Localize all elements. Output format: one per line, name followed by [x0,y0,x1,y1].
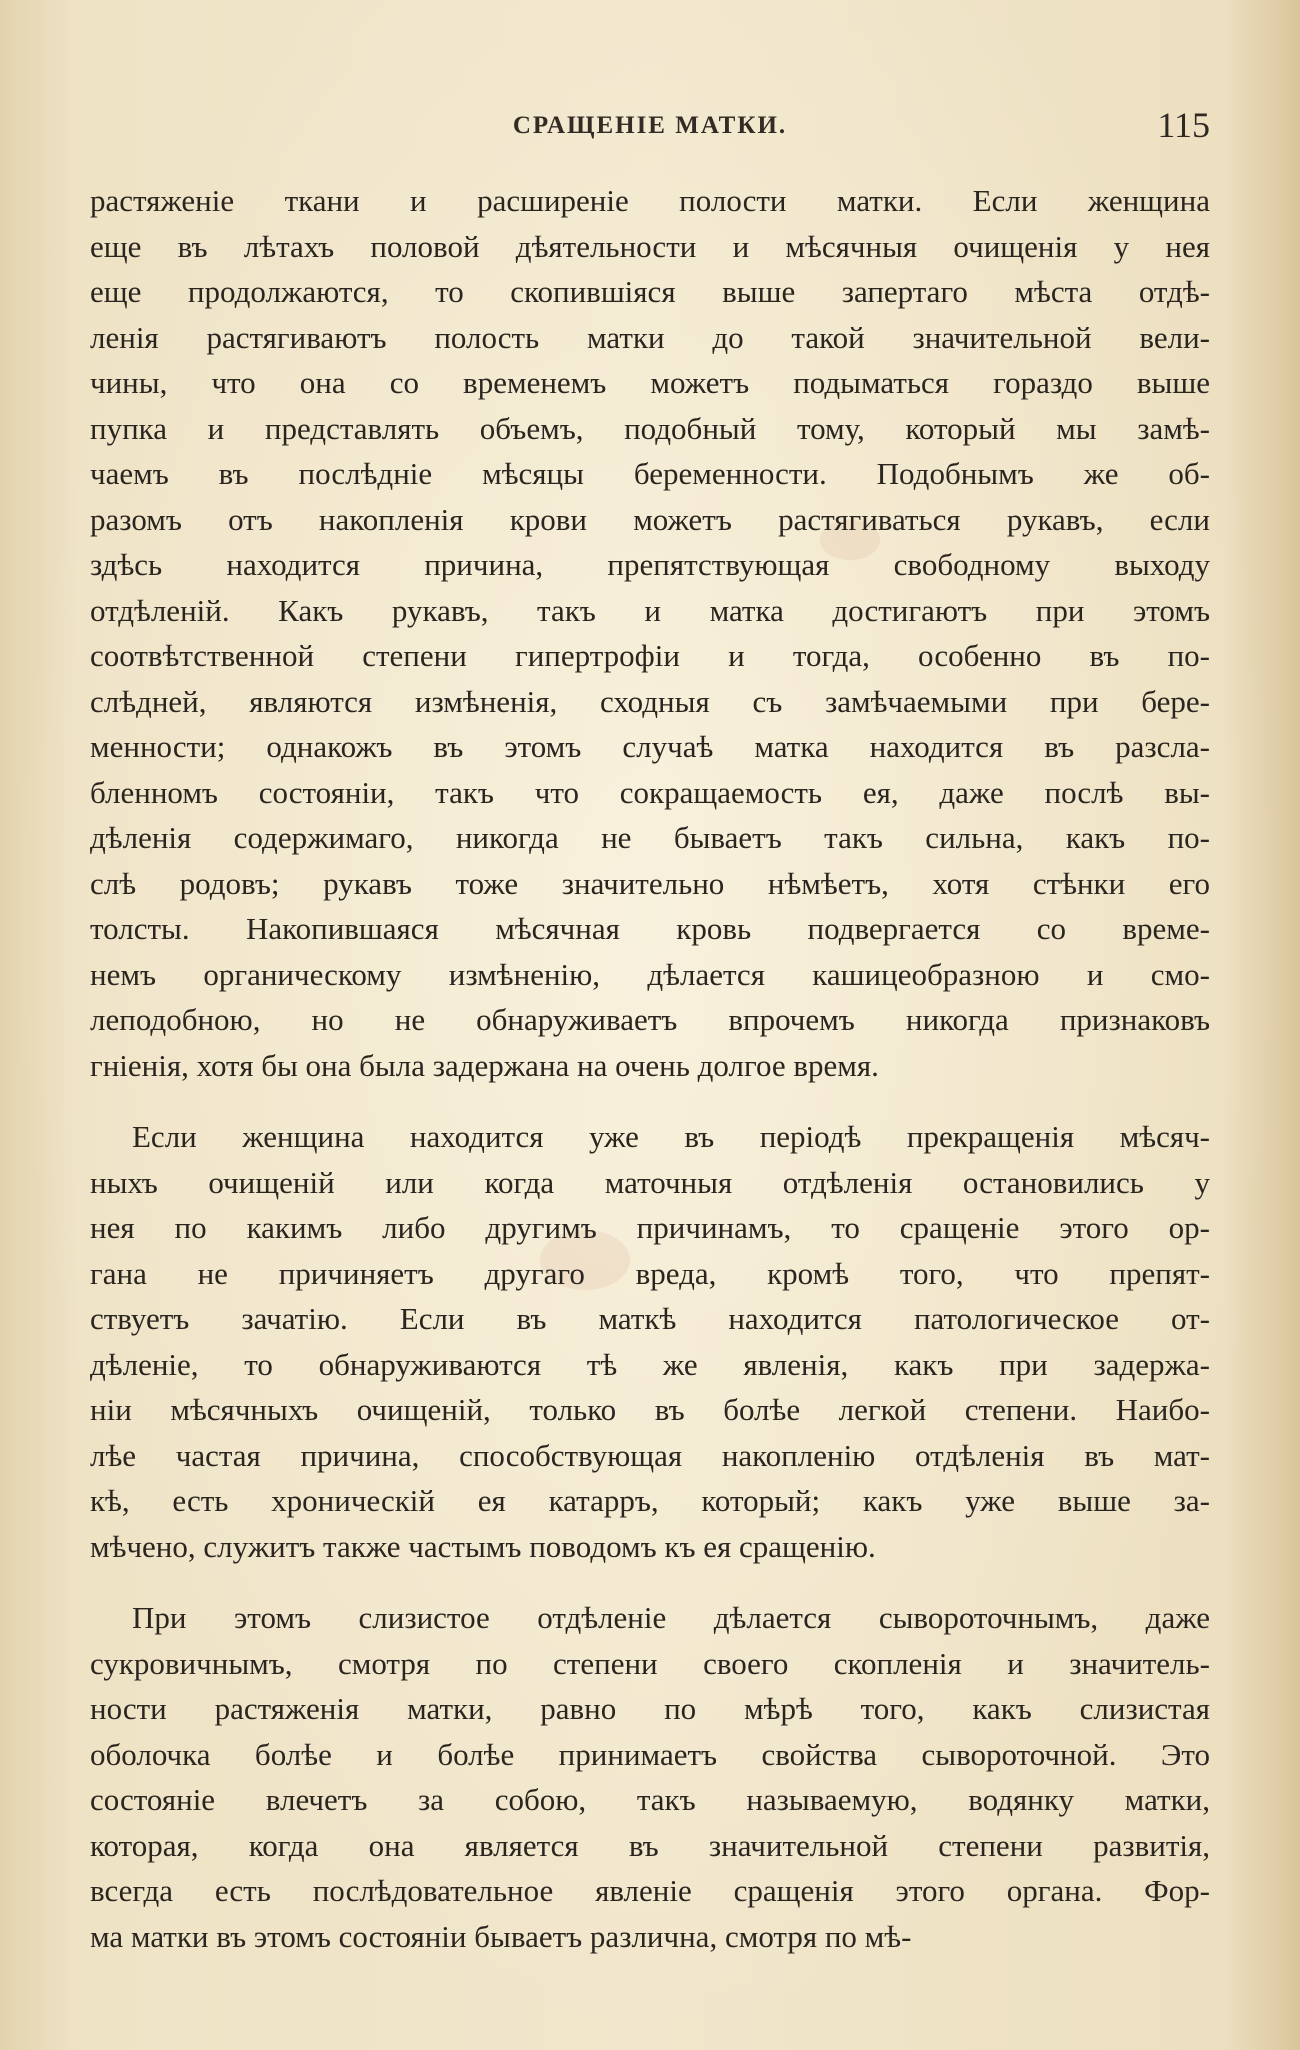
text-line: состояніе влечетъ за собою, такъ называемую, водянку матки, [90,1782,1210,1817]
text-line: ности растяженія матки, равно по мѣрѣ того, какъ слизистая [90,1691,1210,1726]
text-line: отдѣленій. Какъ рукавъ, такъ и матка достигаютъ при этомъ [90,592,1210,628]
text-line: чаемъ въ послѣдніе мѣсяцы беременности. Подобнымъ же об- [90,456,1210,491]
text-line: растяженіе ткани и расширеніе полости матки. Если женщина [90,183,1210,218]
text-line: пупка и представлять объемъ, подобный тому, который мы замѣ- [90,410,1210,446]
paragraph [90,178,1210,1088]
text-line: леподобною, но не обнаруживаетъ впрочемъ никогда признаковъ [90,1002,1210,1037]
text-line: слѣдней, являются измѣненія, сходныя съ замѣчаемыми при бере- [90,683,1210,719]
text-line: При этомъ слизистое отдѣленіе дѣлается сывороточнымъ, даже [132,1600,1210,1635]
body-text [90,178,1210,1959]
text-line: кѣ, есть хроническій ея катарръ, который; какъ уже выше за- [90,1483,1210,1518]
text-line: Если женщина находится уже въ періодѣ прекращенія мѣсяч- [132,1119,1210,1154]
text-line: слѣ родовъ; рукавъ тоже значительно нѣмѣетъ, хотя стѣнки его [90,865,1210,901]
paragraph [90,1595,1210,1959]
text-line: которая, когда она является въ значительной степени развитія, [90,1827,1210,1863]
text-line: еще въ лѣтахъ половой дѣятельности и мѣсячныя очищенія у нея [90,228,1210,264]
text-line: оболочка болѣе и болѣе принимаетъ свойства сывороточной. Это [90,1736,1210,1772]
text-line: ныхъ очищеній или когда маточныя отдѣленія остановились у [90,1164,1210,1200]
text-line: лѣе частая причина, способствующая накопленію отдѣленія въ мат- [90,1437,1210,1473]
text-line: ленія растягиваютъ полость матки до такой значительной вели- [90,319,1210,355]
text-line: разомъ отъ накопленія крови можетъ растягиваться рукавъ, если [90,501,1210,537]
paragraph [90,1114,1210,1569]
text-line: гана не причиняетъ другаго вреда, кромѣ того, что препят- [90,1255,1210,1291]
text-line: ствуетъ зачатію. Если въ маткѣ находится патологическое от- [90,1301,1210,1336]
text-line: мѣчено, служитъ также частымъ поводомъ къ ея сращенію. [90,1528,876,1564]
text-line: менности; однакожъ въ этомъ случаѣ матка находится въ разсла- [90,729,1210,764]
page-number: 115 [1157,105,1210,145]
text-line: гніенія, хотя бы она была задержана на очень долгое время. [90,1047,879,1083]
text-line: соотвѣтственной степени гипертрофіи и тогда, особенно въ по- [90,638,1210,673]
text-line: ма матки въ этомъ состояніи бываетъ различна, смотря по мѣ- [90,1918,912,1954]
text-line: немъ органическому измѣненію, дѣлается кашицеобразною и смо- [90,956,1210,992]
text-line: нея по какимъ либо другимъ причинамъ, то сращеніе этого ор- [90,1210,1210,1245]
running-title: СРАЩЕНІЕ МАТКИ. [512,112,788,139]
text-line: дѣленія содержимаго, никогда не бываетъ такъ сильна, какъ по- [90,820,1210,855]
page-header [90,104,1210,154]
text-line: дѣленіе, то обнаруживаются тѣ же явленія, какъ при задержа- [90,1346,1210,1382]
text-line: толсты. Накопившаяся мѣсячная кровь подвергается со време- [90,911,1210,946]
text-line: сукровичнымъ, смотря по степени своего скопленія и значитель- [90,1645,1210,1681]
text-line: еще продолжаются, то скопившіяся выше запертаго мѣста отдѣ- [90,274,1210,309]
text-line: чины, что она со временемъ можетъ подыматься гораздо выше [90,365,1210,400]
text-line: бленномъ состояніи, такъ что сокращаемость ея, даже послѣ вы- [90,774,1210,810]
text-line: всегда есть послѣдовательное явленіе сращенія этого органа. Фор- [90,1873,1210,1908]
text-line: ніи мѣсячныхъ очищеній, только въ болѣе легкой степени. Наибо- [90,1392,1210,1427]
text-line: здѣсь находится причина, препятствующая свободному выходу [90,547,1210,582]
